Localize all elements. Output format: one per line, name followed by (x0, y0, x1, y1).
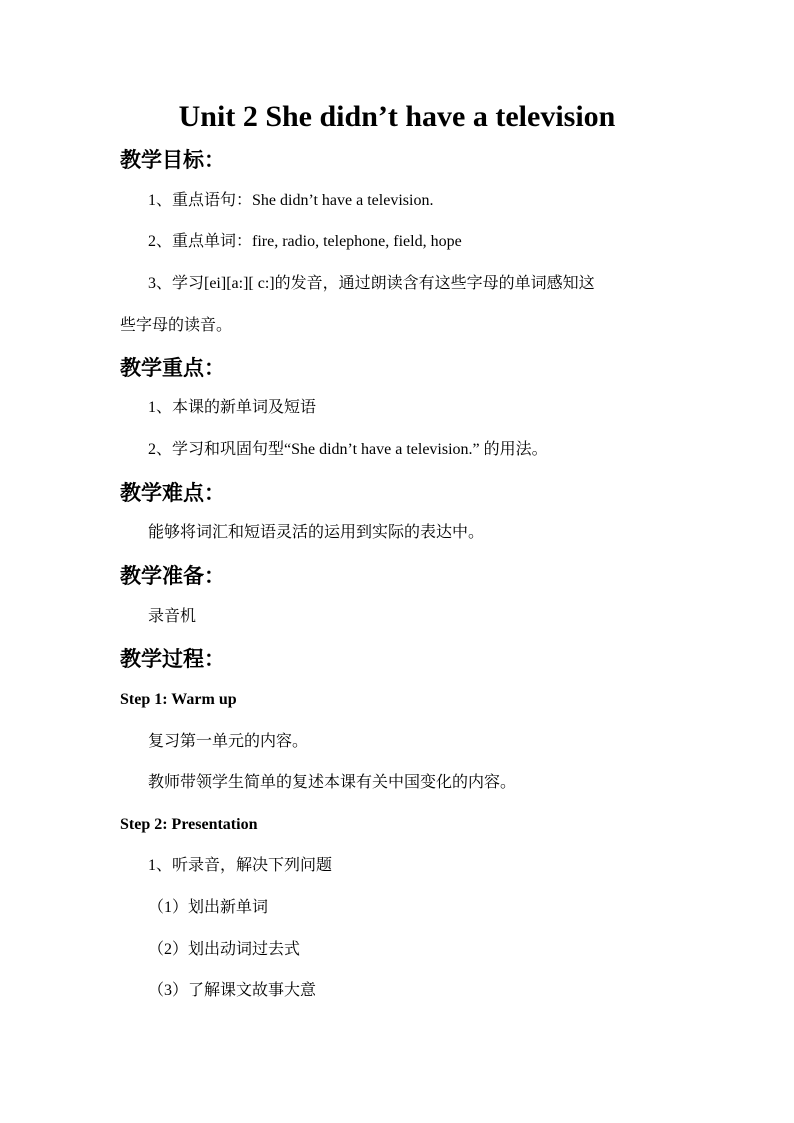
difficulty-item-1: 能够将词汇和短语灵活的运用到实际的表达中。 (148, 524, 485, 541)
step-2-title: Step 2: Presentation (120, 816, 258, 833)
heading-difficulties: 教学难点： (120, 481, 225, 505)
step-2-subitem-2: （2）划出动词过去式 (148, 941, 301, 958)
objective-item-3-continued: 些字母的读音。 (120, 317, 233, 334)
step-2-subitem-3: （3）了解课文故事大意 (148, 982, 317, 999)
objective-item-1: 1、重点语句：She didn’t have a television. (148, 192, 434, 209)
step-1-item-1: 复习第一单元的内容。 (148, 733, 309, 750)
step-1-item-2: 教师带领学生简单的复述本课有关中国变化的内容。 (148, 774, 517, 791)
heading-objectives: 教学目标： (120, 148, 225, 172)
step-1-title: Step 1: Warm up (120, 691, 237, 708)
heading-preparation: 教学准备： (120, 564, 225, 588)
heading-key-points: 教学重点： (120, 356, 225, 380)
preparation-item-1: 录音机 (148, 608, 197, 625)
step-2-item-1: 1、听录音，解决下列问题 (148, 857, 333, 874)
key-point-item-2: 2、学习和巩固句型“She didn’t have a television.” 的用法。 (148, 441, 548, 458)
objective-item-2: 2、重点单词：fire, radio, telephone, field, hope (148, 233, 462, 250)
heading-process: 教学过程： (120, 647, 225, 671)
document-title: Unit 2 She didn’t have a television (178, 100, 616, 133)
objective-item-3: 3、学习[ei][a:][ c:]的发音，通过朗读含有这些字母的单词感知这 (148, 275, 595, 292)
key-point-item-1: 1、本课的新单词及短语 (148, 399, 317, 416)
step-2-subitem-1: （1）划出新单词 (148, 899, 269, 916)
